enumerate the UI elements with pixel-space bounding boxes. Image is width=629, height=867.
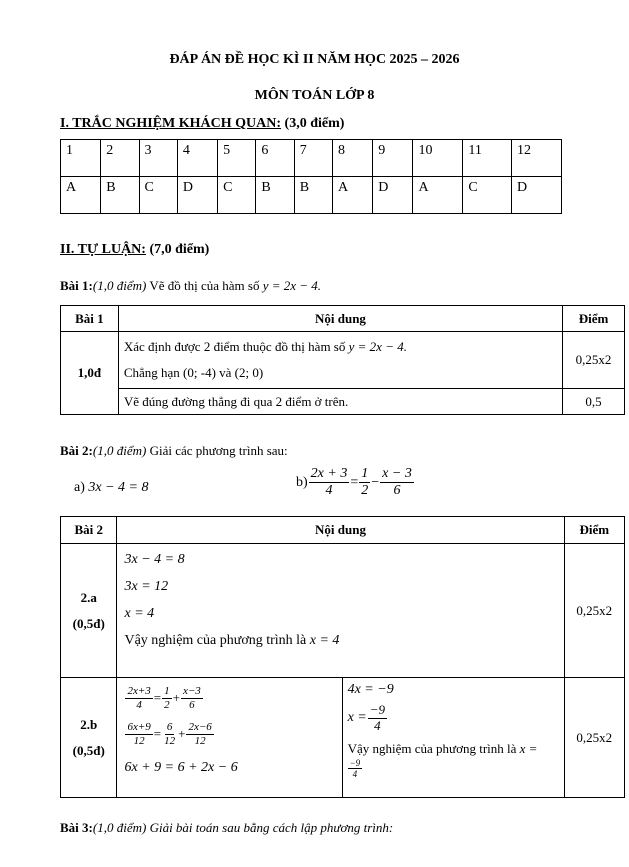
bai2-a-step: x = 4	[124, 606, 155, 621]
fraction	[162, 685, 172, 711]
bai2-col-header: Bài 2	[61, 517, 117, 544]
equals-sign: =	[350, 474, 359, 490]
section1-heading	[60, 116, 344, 132]
bai2-b-step	[348, 700, 559, 736]
bai2-col-header: Điểm	[564, 517, 624, 544]
mc-number: 10	[413, 140, 463, 177]
fraction	[348, 758, 363, 780]
bai1-col-header: Điểm	[563, 306, 625, 332]
mc-answer: D	[512, 177, 562, 214]
denominator: 4	[325, 483, 333, 499]
bai2-b-row2	[124, 716, 336, 752]
bai1-col-header: Bài 1	[61, 306, 119, 332]
fraction	[368, 703, 387, 734]
bai1-points: (1,0 điểm)	[92, 278, 147, 293]
mc-answer: A	[332, 177, 372, 214]
bai2-text: Giải các phương trình sau:	[146, 443, 288, 458]
bai2-label: Bài 2:	[60, 443, 93, 458]
numerator: 6x+9	[127, 720, 151, 733]
bai3-prompt	[60, 820, 393, 836]
bai3-text: Giải bài toán sau bằng cách lập phương trình:	[146, 820, 394, 835]
numerator: 2x−6	[188, 720, 212, 733]
mc-answer: C	[463, 177, 512, 214]
bai2-a-pts: 0,25x2	[564, 544, 624, 678]
bai1-line1-func: y = 2x − 4.	[348, 339, 407, 354]
fraction	[359, 466, 370, 499]
bai2-a-equation: 3x − 4 = 8	[88, 480, 149, 495]
bai1-col-header: Nội dung	[118, 306, 562, 332]
subject-title: MÔN TOÁN LỚP 8	[254, 88, 375, 103]
bai2-a-conclusion: Vậy nghiệm của phương trình là	[124, 633, 310, 648]
mc-answer: A	[413, 177, 463, 214]
bai1-line2: Chẳng hạn (0; -4) và (2; 0)	[123, 365, 264, 380]
bai2-b-content-right	[342, 678, 564, 798]
fraction	[125, 721, 152, 747]
mc-number: 3	[139, 140, 177, 177]
bai2-a-step: 3x = 12	[124, 579, 169, 594]
mc-number: 7	[294, 140, 332, 177]
bai1-score: 1,0đ	[61, 332, 119, 415]
equals-sign: =	[153, 726, 162, 741]
fraction	[125, 685, 152, 711]
mc-number: 6	[256, 140, 294, 177]
bai3-label: Bài 3:	[60, 820, 93, 835]
denominator: 12	[194, 734, 206, 747]
bai2-b-solution-value	[348, 758, 559, 780]
section2-heading	[60, 242, 209, 258]
denominator: 2	[361, 483, 369, 499]
bai2-b-id-cell	[61, 678, 117, 798]
mc-answer: D	[177, 177, 217, 214]
bai2-a-content	[117, 544, 564, 678]
equals-sign: =	[153, 690, 162, 705]
bai2-a-id: 2.a	[80, 589, 97, 605]
bai1-pts2: 0,5	[563, 389, 625, 415]
section2-label: II. TỰ LUẬN:	[60, 242, 146, 257]
bai1-pts1: 0,25x2	[563, 332, 625, 389]
bai2-a-solution: x = 4	[309, 633, 340, 648]
bai2-a-step: 3x − 4 = 8	[124, 552, 185, 567]
numerator: x − 3	[380, 466, 414, 483]
fraction	[309, 466, 350, 499]
bai2-b-content-left	[117, 678, 342, 798]
bai2-col-header: Nội dung	[117, 517, 564, 544]
bai2-b-row1	[124, 680, 336, 716]
bai2-b-label: b)	[296, 474, 308, 490]
section1-label: I. TRẮC NGHIỆM KHÁCH QUAN:	[60, 116, 282, 131]
bai1-text: Vẽ đồ thị của hàm số	[146, 278, 263, 293]
mc-answer: C	[218, 177, 256, 214]
numerator: 6	[166, 720, 173, 733]
bai2-b-pts: 0,25x2	[564, 678, 624, 798]
denominator: 6	[393, 483, 401, 499]
mc-answer: D	[373, 177, 413, 214]
section2-points: (7,0 điểm)	[145, 242, 210, 257]
bai2-b-row3: 6x + 9 = 6 + 2x − 6	[124, 760, 238, 775]
numerator: 2x + 3	[309, 466, 350, 483]
bai2-prompt	[60, 443, 288, 459]
mc-number: 9	[373, 140, 413, 177]
denominator: 12	[164, 734, 176, 747]
bai1-table	[60, 305, 625, 415]
denominator: 4	[374, 717, 381, 733]
bai2-b-solution-x: x =	[519, 741, 538, 756]
mc-number: 4	[177, 140, 217, 177]
bai1-func: y = 2x − 4.	[262, 278, 322, 293]
bai2-part-b	[296, 466, 415, 499]
mc-number: 11	[463, 140, 512, 177]
mc-answer: B	[101, 177, 139, 214]
section1-points: (3,0 điểm)	[281, 116, 345, 131]
mc-answer: B	[294, 177, 332, 214]
mc-number: 2	[101, 140, 139, 177]
plus-sign: +	[178, 726, 186, 741]
mc-answer: B	[256, 177, 294, 214]
denominator: 4	[136, 698, 142, 711]
denominator: 4	[352, 769, 358, 780]
denominator: 6	[189, 698, 195, 711]
bai1-label: Bài 1:	[60, 278, 93, 293]
denominator: 12	[133, 734, 145, 747]
numerator: 1	[359, 466, 370, 483]
fraction	[162, 721, 177, 747]
bai1-line3: Vẽ đúng đường thẳng đi qua 2 điểm ở trên.	[118, 389, 562, 415]
mc-number: 1	[61, 140, 101, 177]
fraction	[181, 685, 203, 711]
bai2-b-score: (0,5đ)	[72, 742, 105, 758]
minus-sign: −	[371, 474, 380, 490]
page-title: ĐÁP ÁN ĐỀ HỌC KÌ II NĂM HỌC 2025 – 2026	[169, 52, 460, 67]
numerator: −9	[349, 758, 361, 768]
mc-answer: C	[139, 177, 177, 214]
mc-answer-row	[61, 177, 562, 214]
mc-number-row	[61, 140, 562, 177]
bai2-part-a	[74, 480, 149, 496]
mc-number: 5	[218, 140, 256, 177]
variable-x: x =	[347, 710, 367, 725]
mc-number: 12	[512, 140, 562, 177]
bai1-content-1	[118, 332, 562, 389]
bai2-a-id-cell	[61, 544, 117, 678]
mc-number: 8	[332, 140, 372, 177]
numerator: 2x+3	[127, 684, 151, 697]
fraction	[186, 721, 213, 747]
bai1-line1: Xác định được 2 điểm thuộc đồ thị hàm số	[123, 339, 349, 354]
bai2-b-conclusion: Vậy nghiệm của phương trình là	[347, 741, 520, 756]
denominator: 2	[164, 698, 170, 711]
bai2-b-step: 4x = −9	[347, 682, 394, 697]
bai2-a-score: (0,5đ)	[72, 615, 105, 631]
plus-sign: +	[172, 690, 180, 705]
bai2-a-label: a)	[74, 480, 89, 495]
bai2-points: (1,0 điểm)	[92, 443, 147, 458]
mc-answer: A	[61, 177, 101, 214]
fraction	[380, 466, 414, 499]
numerator: 1	[164, 684, 170, 697]
numerator: −9	[369, 701, 386, 717]
bai3-points: (1,0 điểm)	[92, 820, 147, 835]
bai2-table	[60, 516, 625, 798]
numerator: x−3	[182, 684, 201, 697]
mc-answer-table	[60, 139, 562, 214]
bai2-b-id: 2.b	[80, 716, 98, 732]
bai1-prompt	[60, 278, 321, 294]
